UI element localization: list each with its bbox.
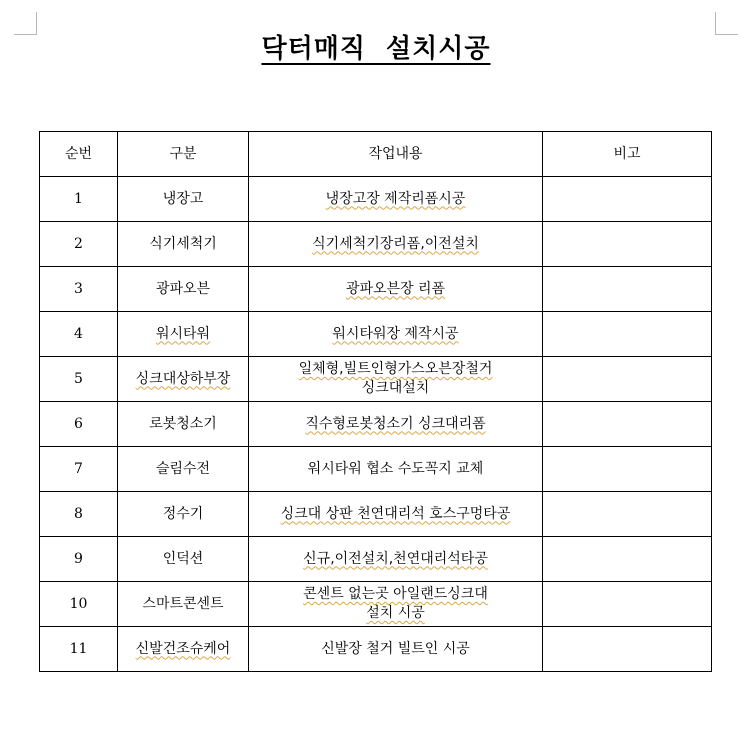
cell-note (543, 537, 712, 582)
table-header-row (40, 132, 712, 177)
cell-note (543, 312, 712, 357)
cell-work: 신발장 철거 빌트인 시공 (249, 627, 543, 672)
table-row (40, 627, 712, 672)
cell-work-text: 워시타워장 제작시공 (332, 325, 459, 342)
cell-no: 11 (40, 627, 118, 672)
cell-no: 8 (40, 492, 118, 537)
table-row (40, 267, 712, 312)
cell-category: 슬림수전 (118, 447, 249, 492)
cell-note (543, 402, 712, 447)
cell-work (249, 492, 543, 537)
cell-work (249, 537, 543, 582)
cell-category (118, 627, 249, 672)
cell-work-text: 싱크대 상판 천연대리석 호스구멍타공 (280, 505, 511, 522)
cell-no: 1 (40, 177, 118, 222)
cell-note (543, 267, 712, 312)
cell-no: 5 (40, 357, 118, 402)
cell-work-text-line1: 일체형,빌트인형가스오븐장철거 (298, 361, 493, 377)
cell-no: 7 (40, 447, 118, 492)
cell-work (249, 582, 543, 627)
cell-work (249, 222, 543, 267)
cell-category-text: 워시타워 (155, 325, 211, 342)
header-note: 비고 (543, 132, 712, 177)
cell-category-text: 싱크대상하부장 (135, 370, 231, 387)
document-title (0, 28, 752, 65)
cell-work-text: 냉장고장 제작리폼시공 (325, 190, 466, 207)
table-row (40, 537, 712, 582)
cell-work-text: 신규,이전설치,천연대리석타공 (303, 550, 488, 567)
cell-work (249, 312, 543, 357)
table-row (40, 222, 712, 267)
cell-work-text-line2: 설치 시공 (366, 605, 425, 621)
cell-category: 인덕션 (118, 537, 249, 582)
table-row (40, 447, 712, 492)
cell-work (249, 402, 543, 447)
cell-category: 정수기 (118, 492, 249, 537)
cell-note (543, 582, 712, 627)
cell-work-text-line2: 싱크대설치 (361, 380, 430, 396)
cell-no: 4 (40, 312, 118, 357)
header-work: 작업내용 (249, 132, 543, 177)
cell-work: 워시타워 협소 수도꼭지 교체 (249, 447, 543, 492)
cell-work-text: 식기세척기장리폼,이전설치 (312, 235, 479, 252)
cell-note (543, 357, 712, 402)
cell-category: 스마트콘센트 (118, 582, 249, 627)
document-title-text: 닥터매직 설치시공 (261, 34, 491, 64)
cell-category-text: 신발건조슈케어 (135, 640, 231, 657)
cell-note (543, 492, 712, 537)
cell-work-text: 광파오븐장 리폼 (345, 280, 446, 297)
cell-no: 2 (40, 222, 118, 267)
table-row (40, 402, 712, 447)
table-row (40, 582, 712, 627)
cell-note (543, 222, 712, 267)
header-no: 순번 (40, 132, 118, 177)
cell-category (118, 312, 249, 357)
cell-note (543, 627, 712, 672)
table-row (40, 357, 712, 402)
header-category: 구분 (118, 132, 249, 177)
cell-work (249, 267, 543, 312)
cell-category: 로봇청소기 (118, 402, 249, 447)
cell-category: 광파오븐 (118, 267, 249, 312)
table-row (40, 492, 712, 537)
cell-work (249, 357, 543, 402)
cell-work-text: 직수형로봇청소기 싱크대리폼 (305, 415, 486, 432)
cell-category: 냉장고 (118, 177, 249, 222)
cell-no: 10 (40, 582, 118, 627)
cell-category: 식기세척기 (118, 222, 249, 267)
table-row (40, 177, 712, 222)
cell-note (543, 177, 712, 222)
cell-no: 9 (40, 537, 118, 582)
work-table (39, 131, 712, 672)
cell-category (118, 357, 249, 402)
cell-no: 3 (40, 267, 118, 312)
cell-no: 6 (40, 402, 118, 447)
cell-work (249, 177, 543, 222)
cell-work-text-line1: 콘센트 없는곳 아일랜드싱크대 (303, 586, 488, 602)
table-row (40, 312, 712, 357)
cell-note (543, 447, 712, 492)
